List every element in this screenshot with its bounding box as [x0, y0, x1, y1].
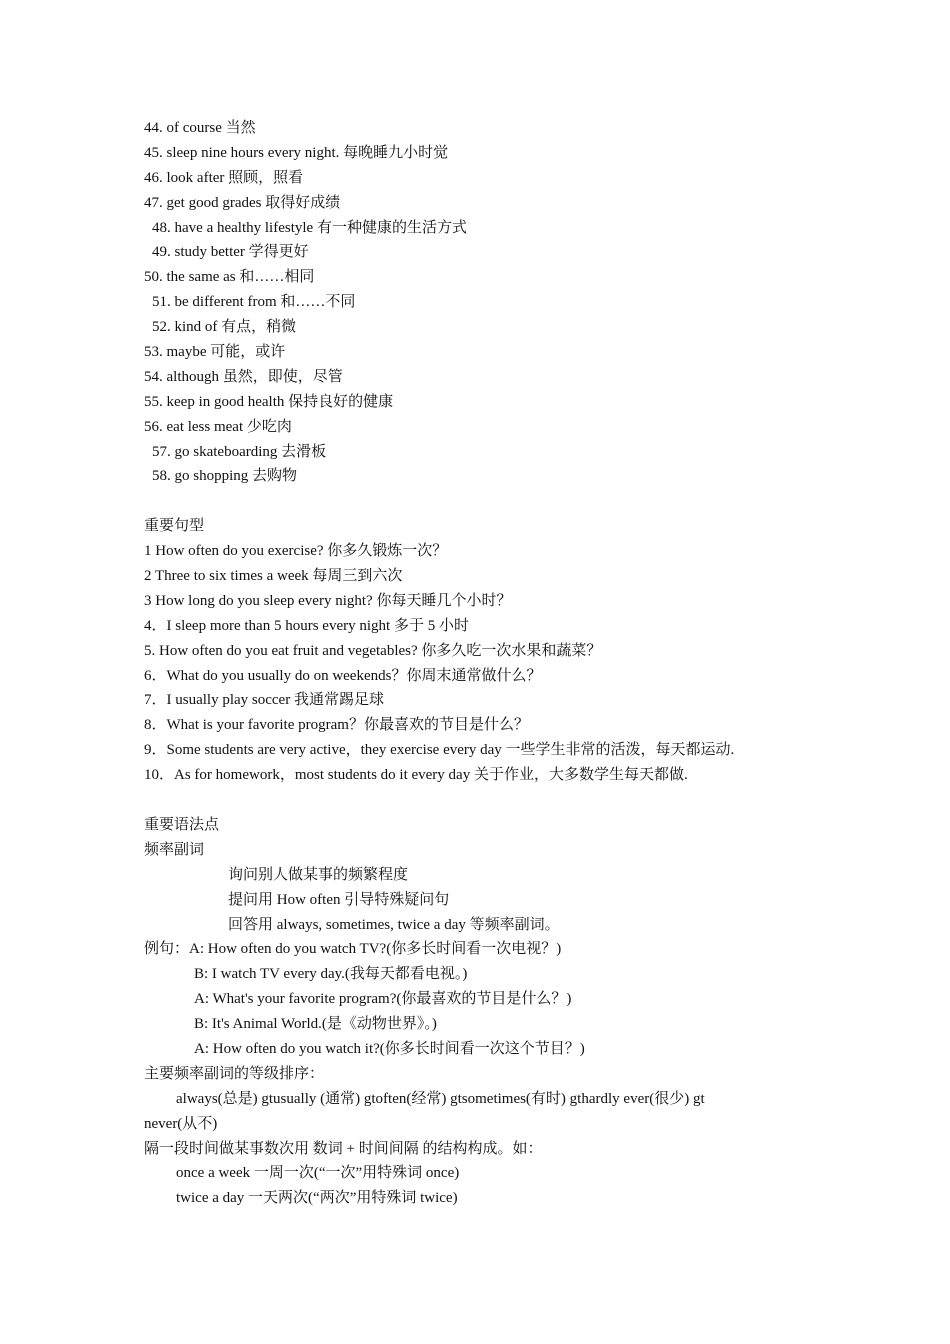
- phrase-item: 51. be different from 和……不同: [152, 294, 356, 311]
- example-item: B: It's Animal World.(是《动物世界》。): [194, 1016, 437, 1033]
- phrase-item: 54. although 虽然，即使，尽管: [144, 368, 343, 385]
- sentence-item: 2 Three to six times a week 每周三到六次: [144, 568, 403, 585]
- interval-heading: 隔一段时间做某事数次用 数词 + 时间间隔 的结构构成。如：: [144, 1140, 543, 1157]
- grammar-note: 提问用 How often 引导特殊疑问句: [228, 891, 450, 908]
- example-item: A: What's your favorite program?(你最喜欢的节目是什么？): [194, 991, 572, 1008]
- section-gap: [144, 788, 824, 813]
- sentence-item: 3 How long do you sleep every night? 你每天睡几个小时？: [144, 592, 512, 609]
- document-page: [144, 116, 824, 1211]
- example-item: A: How often do you watch it?(你多长时间看一次这个节目？): [194, 1040, 585, 1057]
- phrase-item: 44. of course 当然: [144, 120, 256, 136]
- example-item: A: How often do you watch TV?(你多长时间看一次电视？): [189, 941, 562, 958]
- sentence-item: 10．As for homework，most students do it every day 关于作业，大多数学生每天都做.: [144, 767, 688, 784]
- phrase-item: 56. eat less meat 少吃肉: [144, 418, 292, 435]
- phrase-item: 46. look after 照顾，照看: [144, 169, 304, 186]
- phrase-item: 48. have a healthy lifestyle 有一种健康的生活方式: [152, 219, 467, 236]
- interval-example: twice a day 一天两次(“两次”用特殊词 twice): [176, 1190, 458, 1207]
- sentence-item: 7．I usually play soccer 我通常踢足球: [144, 692, 384, 709]
- interval-example: once a week 一周一次(“一次”用特殊词 once): [176, 1165, 460, 1182]
- phrase-item: 52. kind of 有点，稍微: [152, 319, 297, 336]
- sentences-heading: 重要句型: [144, 518, 205, 535]
- sentence-item: 9．Some students are very active，they exercise every day 一些学生非常的活泼，每天都运动.: [144, 742, 735, 759]
- grammar-heading: 重要语法点: [144, 816, 220, 833]
- phrase-item: 53. maybe 可能，或许: [144, 344, 286, 361]
- sentence-item: 6．What do you usually do on weekends？你周末通常做什么？: [144, 667, 542, 684]
- phrase-item: 49. study better 学得更好: [152, 244, 309, 261]
- ranking-line: always(总是) gtusually (通常) gtoften(经常) gtsometimes(有时) gthardly ever(很少) gt: [176, 1090, 705, 1107]
- grammar-note: 询问别人做某事的频繁程度: [228, 866, 409, 883]
- phrase-item: 57. go skateboarding 去滑板: [152, 443, 327, 460]
- sentence-item: 4．I sleep more than 5 hours every night 多于 5 小时: [144, 617, 469, 634]
- sentence-item: 1 How often do you exercise? 你多久锻炼一次？: [144, 543, 448, 560]
- example-label: 例句：: [144, 941, 190, 958]
- phrase-item: 50. the same as 和……相同: [144, 269, 315, 286]
- example-item: B: I watch TV every day.(我每天都看电视。): [194, 966, 468, 983]
- phrase-item: 47. get good grades 取得好成绩: [144, 194, 341, 211]
- sentence-item: 8．What is your favorite program？你最喜欢的节目是什么？: [144, 717, 529, 734]
- section-gap: [144, 489, 824, 514]
- phrase-item: 55. keep in good health 保持良好的健康: [144, 393, 394, 410]
- sentence-item: 5. How often do you eat fruit and vegetables? 你多久吃一次水果和蔬菜？: [144, 642, 602, 659]
- ranking-line-continued: never(从不): [144, 1115, 218, 1132]
- ranking-heading: 主要频率副词的等级排序：: [144, 1065, 325, 1082]
- grammar-note: 回答用 always, sometimes, twice a day 等频率副词。: [228, 916, 560, 933]
- sentence-list: [144, 539, 824, 788]
- phrase-list: [144, 116, 824, 489]
- example-line: [144, 937, 824, 962]
- phrase-item: 45. sleep nine hours every night. 每晚睡九小时觉: [144, 144, 449, 161]
- grammar-subheading: 频率副词: [144, 841, 205, 858]
- phrase-item: 58. go shopping 去购物: [152, 468, 298, 485]
